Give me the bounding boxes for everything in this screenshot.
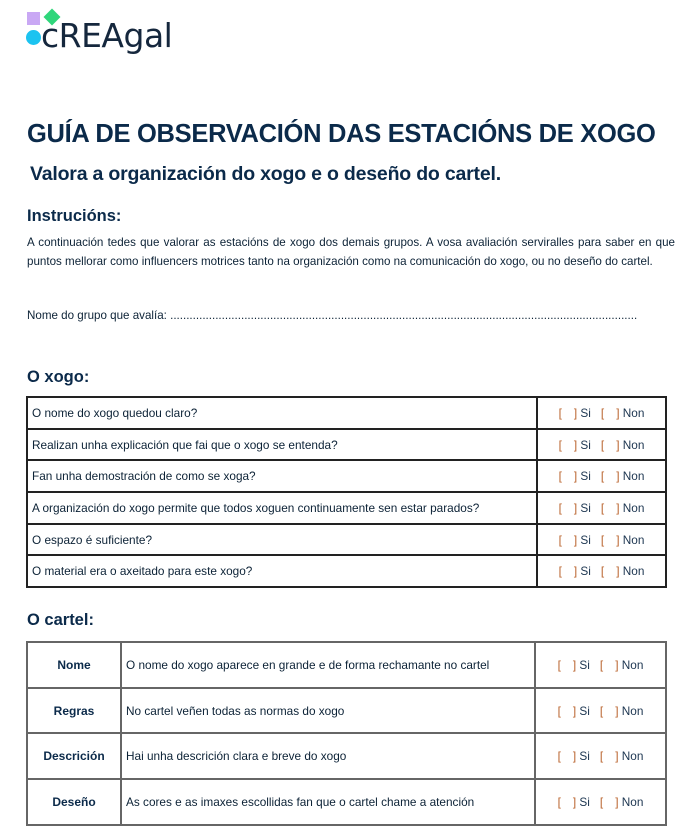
yes-label: Si: [580, 564, 591, 579]
no-checkbox[interactable]: [ ] Non: [600, 532, 645, 547]
yes-checkbox[interactable]: [ ] Si: [558, 469, 591, 484]
cartel-row: [27, 779, 666, 825]
yes-label: Si: [580, 437, 591, 452]
logo-circle-icon: [26, 30, 41, 45]
yes-label: Si: [579, 749, 590, 764]
criterion-label: Descrición: [27, 733, 121, 779]
xogo-table: [26, 396, 667, 588]
no-label: Non: [622, 564, 645, 579]
no-label: Non: [622, 469, 645, 484]
yes-label: Si: [580, 500, 591, 515]
no-label: Non: [621, 794, 644, 809]
yes-label: Si: [580, 405, 591, 420]
no-checkbox[interactable]: [ ] Non: [600, 500, 645, 515]
no-checkbox[interactable]: [ ] Non: [600, 437, 645, 452]
xogo-row: [27, 460, 666, 492]
yes-checkbox[interactable]: [ ] Si: [557, 794, 590, 809]
no-label: Non: [621, 657, 644, 672]
cartel-row: [27, 642, 666, 688]
logo-square-icon: [27, 12, 40, 25]
cartel-row: [27, 733, 666, 779]
yes-checkbox[interactable]: [ ] Si: [558, 405, 591, 420]
no-checkbox[interactable]: [ ] Non: [600, 564, 645, 579]
yes-label: Si: [579, 703, 590, 718]
no-label: Non: [622, 532, 645, 547]
answer-cell: [537, 555, 666, 587]
no-checkbox[interactable]: [ ] Non: [599, 794, 644, 809]
no-checkbox[interactable]: [ ] Non: [599, 657, 644, 672]
xogo-row: [27, 429, 666, 461]
xogo-row: [27, 524, 666, 556]
question-text: Hai unha descrición clara e breve do xogo: [121, 733, 535, 779]
yes-checkbox[interactable]: [ ] Si: [558, 437, 591, 452]
instructions-heading: Instrucións:: [27, 207, 122, 225]
creagal-logo: [24, 10, 184, 56]
question-text: A organización do xogo permite que todos xoguen continuamente sen estar parados?: [27, 492, 537, 524]
group-name-field[interactable]: [27, 309, 637, 322]
question-text: No cartel veñen todas as normas do xogo: [121, 688, 535, 734]
cartel-table: [26, 641, 667, 826]
yes-checkbox[interactable]: [ ] Si: [557, 749, 590, 764]
yes-checkbox[interactable]: [ ] Si: [558, 564, 591, 579]
no-label: Non: [622, 500, 645, 515]
question-text: O nome do xogo aparece en grande e de forma rechamante no cartel: [121, 642, 535, 688]
cartel-heading: O cartel:: [27, 611, 94, 629]
yes-checkbox[interactable]: [ ] Si: [557, 657, 590, 672]
yes-checkbox[interactable]: [ ] Si: [558, 500, 591, 515]
question-text: O nome do xogo quedou claro?: [27, 397, 537, 429]
no-label: Non: [621, 703, 644, 718]
criterion-label: Nome: [27, 642, 121, 688]
question-text: Realizan unha explicación que fai que o xogo se entenda?: [27, 429, 537, 461]
criterion-label: Regras: [27, 688, 121, 734]
xogo-row: [27, 492, 666, 524]
answer-cell: [535, 779, 666, 825]
question-text: As cores e as imaxes escollidas fan que o cartel chame a atención: [121, 779, 535, 825]
xogo-row: [27, 397, 666, 429]
yes-checkbox[interactable]: [ ] Si: [557, 703, 590, 718]
yes-label: Si: [580, 469, 591, 484]
answer-cell: [537, 460, 666, 492]
no-checkbox[interactable]: [ ] Non: [600, 469, 645, 484]
logo-text: cREAgal: [41, 16, 173, 55]
answer-cell: [537, 397, 666, 429]
group-name-dots[interactable]: .................................................................................................................................................: [170, 309, 638, 322]
answer-cell: [535, 642, 666, 688]
xogo-row: [27, 555, 666, 587]
page-title: GUÍA DE OBSERVACIÓN DAS ESTACIÓNS DE XOGO: [27, 120, 656, 148]
instructions-body: A continuación tedes que valorar as estacións de xogo dos demais grupos. A vosa avaliación serviralles para saber en que puntos mellorar como influencers motrices tanto na organización como na comunicación do xogo, ou no deseño do cartel.: [27, 236, 675, 268]
no-label: Non: [622, 437, 645, 452]
group-name-label: Nome do grupo que avalía:: [27, 309, 167, 322]
no-checkbox[interactable]: [ ] Non: [600, 405, 645, 420]
cartel-row: [27, 688, 666, 734]
yes-label: Si: [579, 794, 590, 809]
question-text: O material era o axeitado para este xogo?: [27, 555, 537, 587]
yes-checkbox[interactable]: [ ] Si: [558, 532, 591, 547]
no-label: Non: [621, 749, 644, 764]
answer-cell: [535, 688, 666, 734]
question-text: Fan unha demostración de como se xoga?: [27, 460, 537, 492]
page-subtitle: Valora a organización do xogo e o deseño do cartel.: [30, 163, 501, 185]
yes-label: Si: [579, 657, 590, 672]
answer-cell: [537, 492, 666, 524]
yes-label: Si: [580, 532, 591, 547]
no-checkbox[interactable]: [ ] Non: [599, 703, 644, 718]
criterion-label: Deseño: [27, 779, 121, 825]
question-text: O espazo é suficiente?: [27, 524, 537, 556]
answer-cell: [537, 524, 666, 556]
answer-cell: [537, 429, 666, 461]
xogo-heading: O xogo:: [27, 368, 90, 386]
no-checkbox[interactable]: [ ] Non: [599, 749, 644, 764]
answer-cell: [535, 733, 666, 779]
no-label: Non: [622, 405, 645, 420]
